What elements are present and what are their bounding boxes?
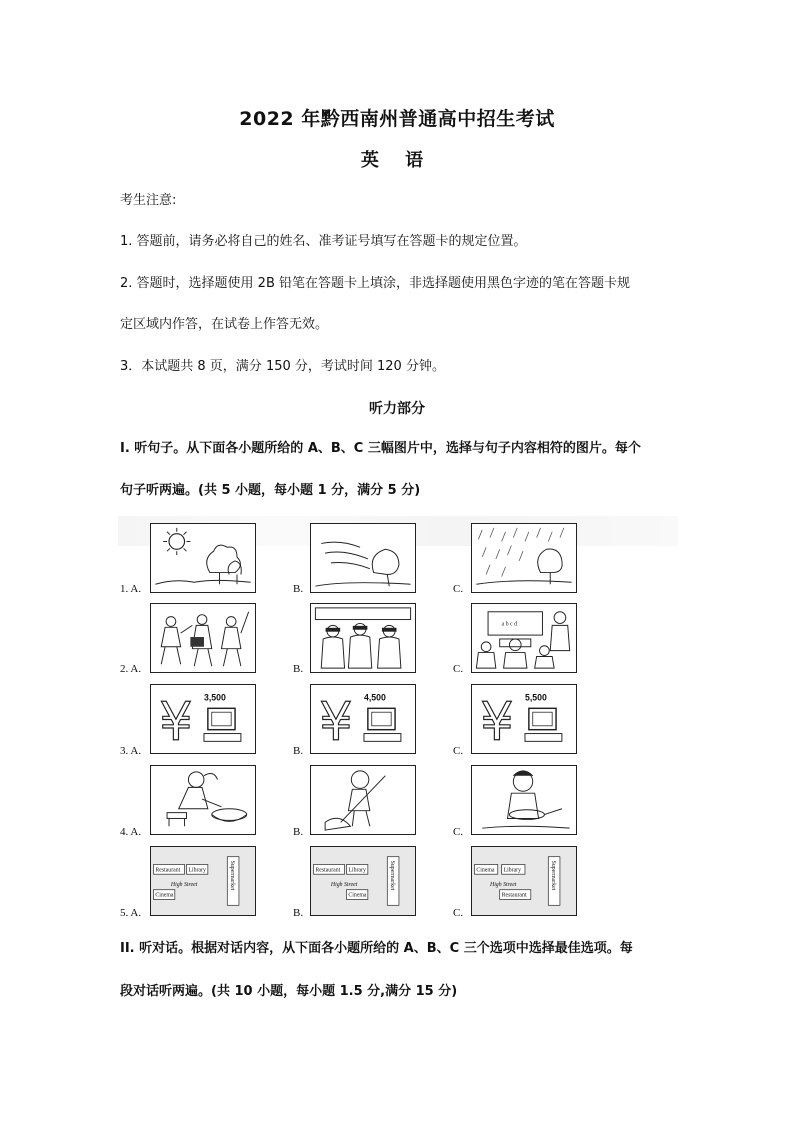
map-label-vertical: Supermarket [229, 860, 236, 891]
q2-label-a: 2. A. [120, 663, 142, 675]
q5-label-b: B. [293, 907, 304, 919]
map-label-vertical: Supermarket [389, 860, 396, 891]
q4-label-b: B. [293, 826, 304, 838]
q1-image-b-windy[interactable] [310, 523, 416, 593]
map-label: Library [188, 867, 206, 874]
q3-label-a: 3. A. [120, 745, 142, 757]
street-map-icon [311, 847, 415, 915]
q1-label-c: C. [453, 583, 464, 595]
notice-heading: 考生注意: [120, 193, 177, 208]
q4-image-b-sweeping[interactable] [310, 765, 416, 835]
boy-sweeping-icon [311, 766, 415, 834]
yuan-symbol: ¥ [480, 691, 514, 753]
q5-label-a: 5. A. [120, 907, 142, 919]
price-label: 4,500 [363, 692, 386, 703]
music-band-icon [151, 604, 255, 672]
map-label: Restaurant [315, 867, 341, 874]
q4-label-c: C. [453, 826, 464, 838]
street-label: High Street [170, 881, 198, 888]
notice-item-2-cont: 定区域内作答，在试卷上作答无效。 [120, 317, 329, 332]
section-heading-listening: 听力部分 [369, 401, 425, 417]
q4-image-a-washing[interactable] [150, 765, 256, 835]
yuan-computer-icon [472, 685, 576, 753]
map-label: Library [503, 867, 522, 874]
yuan-symbol: ¥ [159, 691, 193, 753]
subject-title: 英 语 [360, 150, 434, 171]
street-label: High Street [330, 881, 358, 888]
map-label: Cinema [155, 892, 174, 899]
rainy-tree-icon [472, 524, 576, 592]
map-label-vertical: Supermarket [550, 860, 557, 891]
street-label: High Street [490, 881, 517, 888]
street-map-icon [151, 847, 255, 915]
sunny-park-icon [151, 524, 255, 592]
map-label: Cinema [476, 867, 495, 874]
part1-instruction-line2: 句子听两遍。(共 5 小题，每小题 1 分，满分 5 分) [120, 483, 421, 498]
q5-label-c: C. [453, 907, 464, 919]
q4-label-a: 4. A. [120, 826, 142, 838]
page-title: 2022 年黔西南州普通高中招生考试 [239, 108, 555, 130]
map-label: Cinema [348, 892, 367, 899]
q3-label-b: B. [293, 745, 304, 757]
q3-label-c: C. [453, 745, 464, 757]
q2-label-b: B. [293, 663, 304, 675]
q1-image-a-sunny[interactable] [150, 523, 256, 593]
price-label: 3,500 [203, 692, 226, 703]
q1-label-b: B. [293, 583, 304, 595]
part2-instruction-line2: 段对话听两遍。(共 10 小题，每小题 1.5 分,满分 15 分) [120, 984, 458, 999]
map-label: Restaurant [155, 867, 181, 874]
girl-washing-icon [151, 766, 255, 834]
q5-image-b-map[interactable] [310, 846, 416, 916]
part1-instruction-line1: I. 听句子。从下面各小题所给的 A、B、C 三幅图片中，选择与句子内容相符的图片。每个 [120, 441, 641, 456]
q4-image-c-cooking[interactable] [471, 765, 577, 835]
movie-audience-icon [311, 604, 415, 672]
yuan-computer-icon [151, 685, 255, 753]
q1-label-a: 1. A. [120, 583, 142, 595]
q2-image-b-cinema[interactable] [310, 603, 416, 673]
notice-item-1: 1. 答题前，请务必将自己的姓名、准考证号填写在答题卡的规定位置。 [120, 234, 527, 249]
svg-text:a b c d: a b c d [501, 621, 518, 628]
q2-image-c-classroom[interactable] [471, 603, 577, 673]
q3-image-a-price[interactable] [150, 684, 256, 754]
notice-item-2: 2. 答题时，选择题使用 2B 铅笔在答题卡上填涂，非选择题使用黑色字迹的笔在答题卡规 [120, 276, 630, 291]
price-label: 5,500 [524, 692, 547, 703]
q2-image-a-band[interactable] [150, 603, 256, 673]
yuan-symbol: ¥ [319, 691, 353, 753]
q3-image-c-price[interactable] [471, 684, 577, 754]
map-label: Restaurant [501, 892, 527, 899]
street-map-icon [472, 847, 576, 915]
q3-image-b-price[interactable] [310, 684, 416, 754]
map-label: Library [348, 867, 366, 874]
q5-image-c-map[interactable] [471, 846, 577, 916]
classroom-icon [472, 604, 576, 672]
q2-label-c: C. [453, 663, 464, 675]
notice-item-3: 3．本试题共 8 页，满分 150 分，考试时间 120 分钟。 [120, 359, 445, 374]
part2-instruction-line1: II. 听对话。根据对话内容，从下面各小题所给的 A、B、C 三个选项中选择最佳选项。每 [120, 941, 633, 956]
yuan-computer-icon [311, 685, 415, 753]
windy-tree-icon [311, 524, 415, 592]
q1-image-c-rainy[interactable] [471, 523, 577, 593]
q5-image-a-map[interactable] [150, 846, 256, 916]
boy-cooking-icon [472, 766, 576, 834]
